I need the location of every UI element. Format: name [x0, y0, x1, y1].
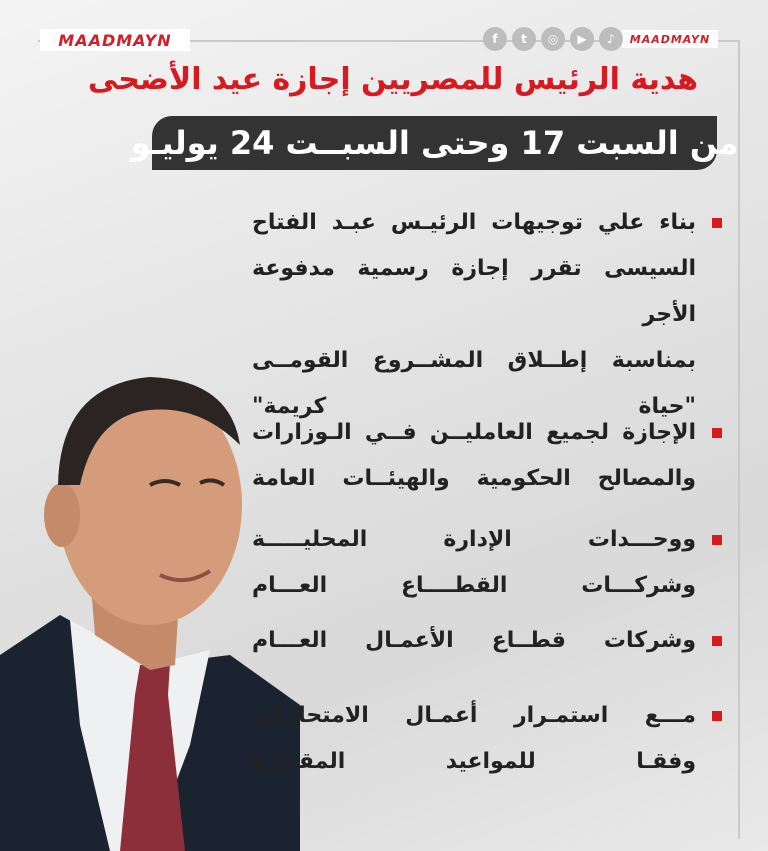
brand-logo-small[interactable]: MAADMAYN	[622, 30, 718, 48]
date-banner: من السبت 17 وحتى السبــت 24 يوليـو	[152, 116, 717, 170]
bullet-text: وشركات قطــاع الأعمـال العـــام	[252, 628, 696, 653]
bullet-text: بناء علي توجيهات الرئيـس عبـد الفتاح السيسى تقرر إجازة رسمية مدفوعة الأجر بمناسبة إطــلاق المشــروع القومــى "حياة كريمة"	[252, 210, 696, 419]
youtube-icon[interactable]: ▶	[570, 27, 594, 51]
bullet-marker	[712, 218, 722, 228]
bullet-item	[252, 200, 722, 430]
brand-logo[interactable]: MAADMAYN	[40, 29, 190, 51]
twitter-icon[interactable]: t	[512, 27, 536, 51]
instagram-icon[interactable]: ◎	[541, 27, 565, 51]
bullet-item	[252, 517, 722, 609]
bullet-marker	[712, 428, 722, 438]
bullet-marker	[712, 535, 722, 545]
social-links	[483, 27, 623, 51]
bullet-marker	[712, 711, 722, 721]
bullet-item	[252, 410, 722, 502]
bullet-text: الإجازة لجميع العامليــن فــي الـوزارات والمصالح الحكومية والهيئــات العامة	[252, 420, 696, 491]
bullet-item	[252, 693, 722, 785]
bullet-text: مـــع استمـرار أعمـال الامتحانـات وفقـا للمواعيد المقـررة	[252, 703, 696, 774]
tiktok-icon[interactable]: ♪	[599, 27, 623, 51]
bullet-text: ووحـــدات الإدارة المحليـــــة وشركـــات القطــــاع العـــام	[252, 527, 696, 598]
bullet-marker	[712, 636, 722, 646]
bullet-item	[252, 618, 722, 664]
facebook-icon[interactable]: f	[483, 27, 507, 51]
headline: هدية الرئيس للمصريين إجازة عيد الأضحى	[87, 62, 698, 97]
